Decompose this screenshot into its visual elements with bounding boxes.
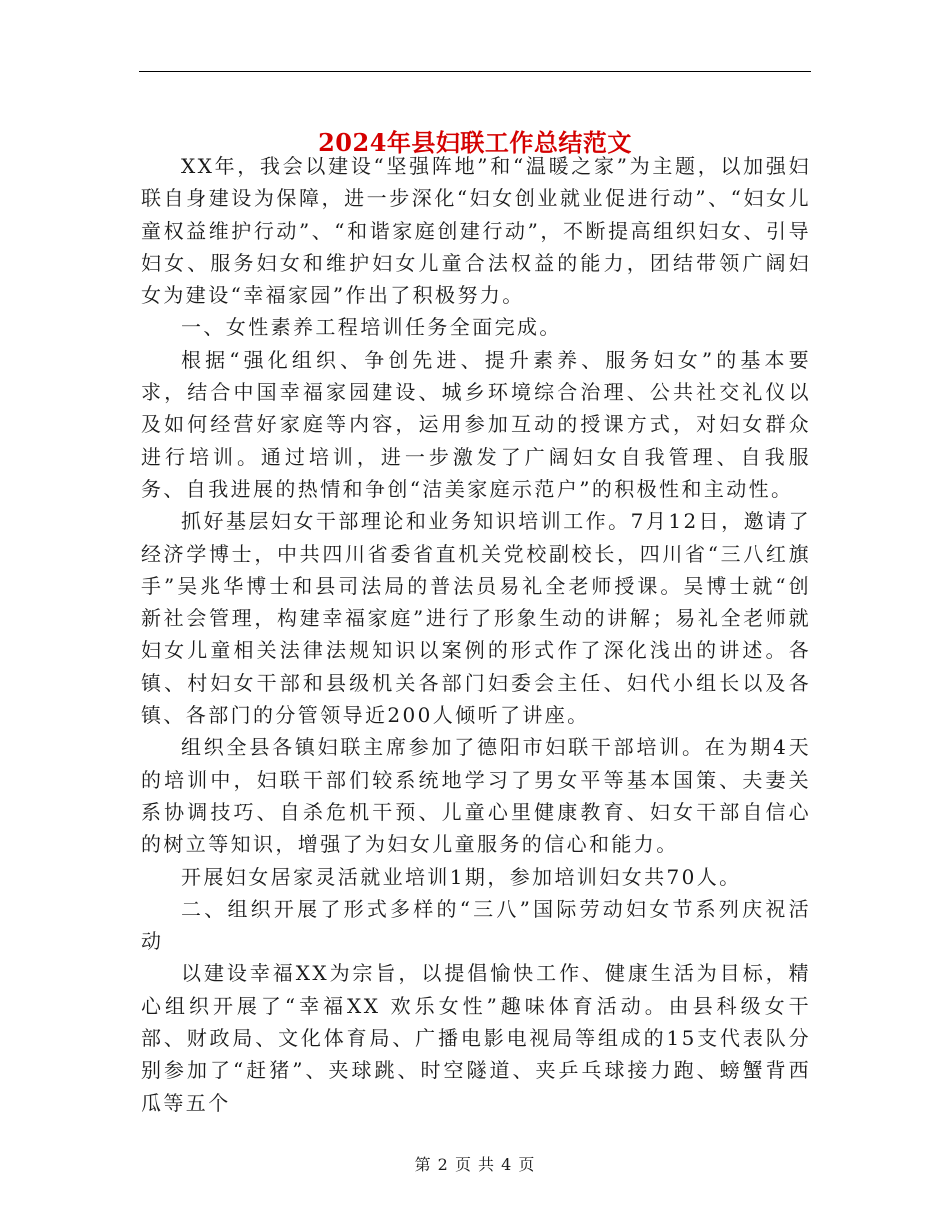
document-title: 2024年县妇联工作总结范文 bbox=[318, 128, 632, 158]
body-paragraph-deyang-training: 组织全县各镇妇联主席参加了德阳市妇联干部培训。在为期4天的培训中，妇联干部们较系统地学习了男女平等基本国策、夫妻关系协调技巧、自杀危机干预、儿童心里健康教育、妇女干部自信心的树立等知识，增强了为妇女儿童服务的信心和能力。 bbox=[141, 735, 811, 857]
section-heading-1: 一、女性素养工程培训任务全面完成。 bbox=[181, 315, 562, 340]
header-rule bbox=[139, 71, 811, 72]
body-paragraph-cadre-training: 抓好基层妇女干部理论和业务知识培训工作。7月12日，邀请了经济学博士，中共四川省委省直机关党校副校长，四川省“三八红旗手”吴兆华博士和县司法局的普法员易礼全老师授课。吴博士就“创新社会管理，构建幸福家庭”进行了形象生动的讲解；易礼全老师就妇女儿童相关法律法规知识以案例的形式作了深化浅出的讲述。各镇、村妇女干部和县级机关各部门妇委会主任、妇代小组长以及各镇、各部门的分管领导近200人倾听了讲座。 bbox=[141, 509, 811, 728]
body-paragraph-activities: 以建设幸福XX为宗旨，以提倡愉快工作、健康生活为目标，精心组织开展了“幸福XX 欢乐女性”趣味体育活动。由县科级女干部、财政局、文化体育局、广播电影电视局等组成的15支代表队分别参加了“赶猪”、夹球跳、时空隧道、夹乒乓球接力跑、螃蟹背西瓜等五个 bbox=[141, 961, 811, 1115]
body-paragraph-training: 根据“强化组织、争创先进、提升素养、服务妇女”的基本要求，结合中国幸福家园建设、城乡环境综合治理、公共社交礼仪以及如何经营好家庭等内容，运用参加互动的授课方式，对妇女群众进行培训。通过培训，进一步激发了广阔妇女自我管理、自我服务、自我进展的热情和争创“洁美家庭示范户”的积极性和主动性。 bbox=[141, 347, 811, 501]
body-paragraph-employment: 开展妇女居家灵活就业培训1期，参加培训妇女共70人。 bbox=[181, 864, 742, 889]
body-paragraph-intro: XX年，我会以建设“坚强阵地”和“温暖之家”为主题，以加强妇联自身建设为保障，进一步深化“妇女创业就业促进行动”、“妇女儿童权益维护行动”、“和谐家庭创建行动”，不断提高组织妇女、引导妇女、服务妇女和维护妇女儿童合法权益的能力，团结带领广阔妇女为建设“幸福家园”作出了积极努力。 bbox=[141, 154, 811, 308]
page-number-footer: 第 2 页 共 4 页 bbox=[414, 1155, 536, 1174]
document-body bbox=[141, 150, 811, 1119]
section-heading-2: 二、组织开展了形式多样的“三八”国际劳动妇女节系列庆祝活动 bbox=[141, 896, 811, 954]
